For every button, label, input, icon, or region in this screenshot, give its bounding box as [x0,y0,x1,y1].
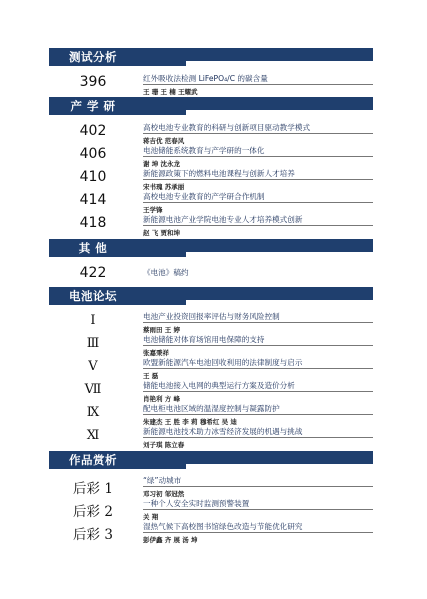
page-number: Ⅲ [86,336,100,351]
title-rule [143,133,373,134]
toc-entry[interactable] [49,213,373,241]
page-number: 后彩 1 [73,481,113,497]
title-rule [143,486,373,487]
article-title: 新能源电池产业学院电池专业人才培养模式创新 [143,215,303,224]
article-authors: 王学锋 [143,206,163,214]
page-number: Ⅸ [86,405,100,420]
page-number: 402 [79,123,107,139]
section-header-notch [186,61,373,66]
article-title: “绿”动城市 [143,476,182,485]
article-authors: 关 翔 [143,513,159,521]
title-rule [143,391,373,392]
article-title: 一种个人安全实时监测预警装置 [143,499,250,508]
article-title: 高校电池专业教育的产学研合作机制 [143,192,265,201]
article-title: 《电池》稿约 [143,268,189,277]
section-title-works: 作品赏析 [69,453,117,467]
toc-entry[interactable] [49,425,373,453]
page-number: Ⅰ [90,313,96,328]
article-authors: 刘子琪 陈立春 [143,441,185,449]
article-title: 配电柜电池区域的温湿度控制与凝露防护 [143,404,280,413]
title-rule [143,179,373,180]
title-rule [143,202,373,203]
article-title: 湿热气候下高校图书馆绿色改造与节能优化研究 [143,522,303,531]
article-authors: 宋书瑰 苏承丽 [143,183,185,191]
article-authors: 谢 坤 沈永龙 [143,160,181,168]
page-number: 414 [79,192,107,208]
title-rule [143,509,373,510]
article-authors: 蒋吉优 范春风 [143,137,185,145]
title-rule [143,532,373,533]
title-rule [143,84,373,85]
article-title: 高校电池专业教育的科研与创新项目驱动教学模式 [143,123,311,132]
article-authors: 邓习初 邹冠然 [143,490,185,498]
page-number: 后彩 2 [73,504,113,520]
page-number: Ⅶ [84,382,102,397]
article-authors: 朱建杰 王 胜 李 莉 穆希红 吴 迪 [143,418,237,426]
article-title: 电池产业投资回报率评估与财务风险控制 [143,312,280,321]
title-rule [143,322,373,323]
page-number: Ⅴ [88,359,98,374]
section-header-notch [186,110,373,115]
section-title-testing: 测试分析 [69,50,117,64]
article-authors: 王 磊 [143,372,159,380]
title-rule [143,437,373,438]
page-number: 418 [79,215,107,231]
article-authors: 赵 飞 贾和坤 [143,229,181,237]
toc-entry[interactable] [49,72,373,100]
section-title-industry: 产 学 研 [70,99,116,113]
article-title: 储能电池接入电网的典型运行方案及造价分析 [143,381,295,390]
section-title-other: 其 他 [78,241,108,255]
page-number: 410 [79,169,107,185]
title-rule [143,225,373,226]
article-authors: 肖艳利 方 峰 [143,395,181,403]
article-authors: 蔡雨田 王 婷 [143,326,181,334]
title-rule [143,345,373,346]
page-number: Ⅺ [86,428,100,443]
article-title: 新能源电池技术助力冰雪经济发展的机遇与挑战 [143,427,303,436]
section-header-notch [186,300,373,305]
article-authors: 王 珊 王 楠 王耀武 [143,88,198,96]
article-title: 红外吸收法检测 LiFePO₄/C 的碳含量 [143,74,268,83]
article-title: 新能源政策下的燃料电池课程与创新人才培养 [143,169,295,178]
title-rule [143,156,373,157]
section-title-forum: 电池论坛 [69,289,117,303]
page-number: 396 [79,74,107,90]
section-header-notch [186,464,373,469]
page-number: 422 [79,265,107,281]
article-authors: 彭伊鑫 齐 展 汤 坤 [143,536,198,544]
article-title: 电池储能系统教育与产学研的一体化 [143,146,265,155]
page-number: 后彩 3 [73,527,113,543]
page-number: 406 [79,146,107,162]
article-title: 欧盟新能源汽车电池回收利用的法律制度与启示 [143,358,303,367]
section-header-notch [186,252,373,257]
toc-entry[interactable] [49,520,373,548]
title-rule [143,414,373,415]
article-title: 电池储能对体育场馆用电保障的支持 [143,335,265,344]
title-rule [143,368,373,369]
article-authors: 张嘉秉祥 [143,349,169,357]
